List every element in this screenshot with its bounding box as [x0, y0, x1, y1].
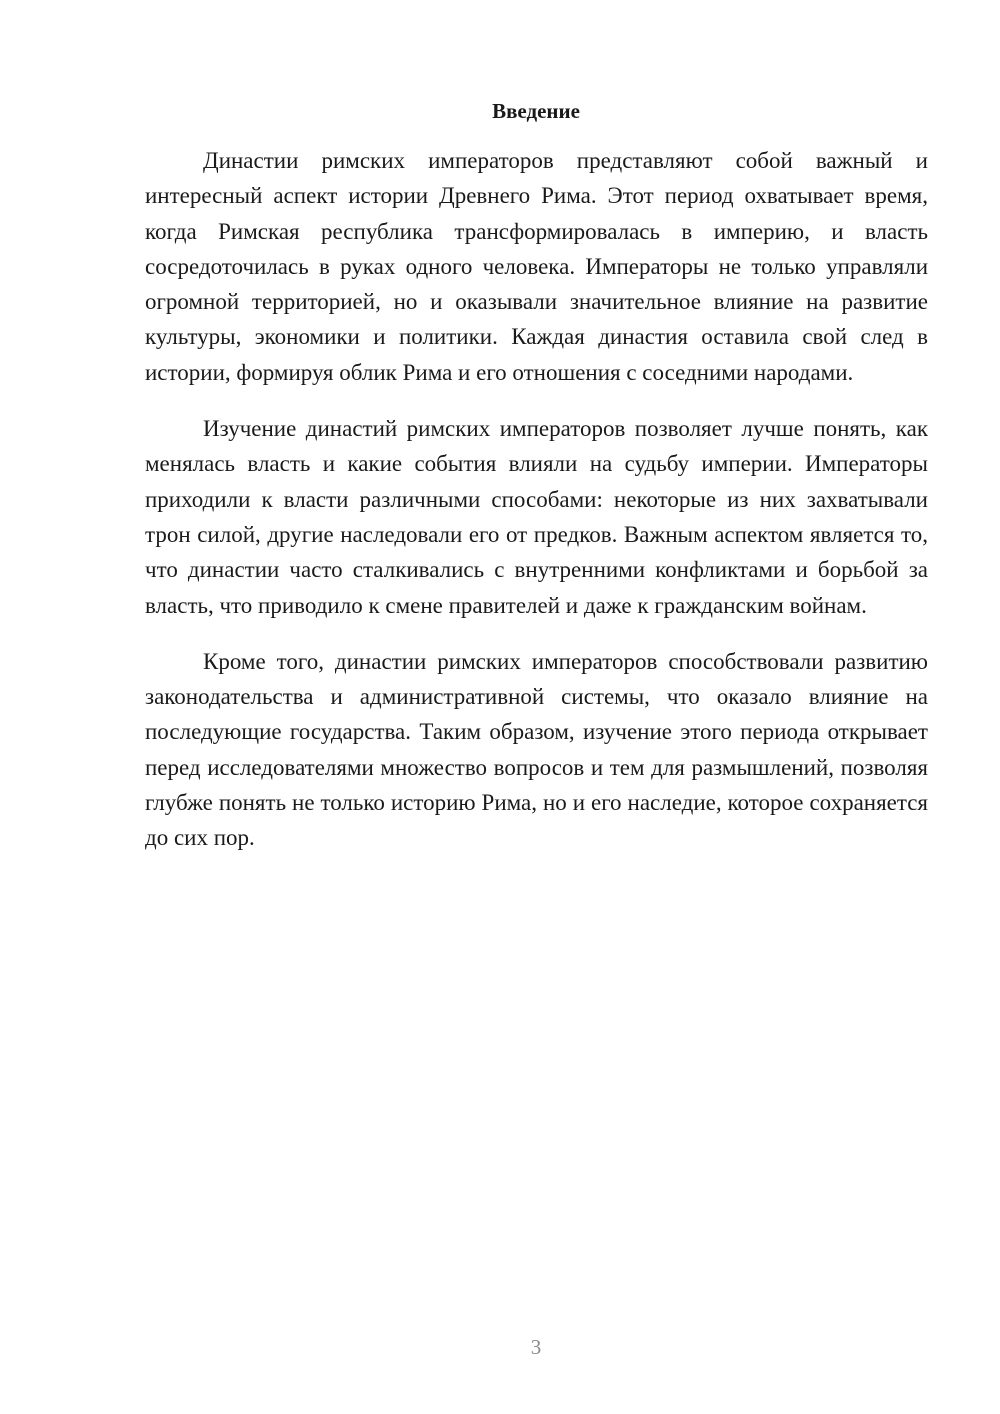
page-title: Введение	[492, 99, 580, 123]
page-number: 3	[530, 1335, 542, 1359]
body-text	[145, 143, 928, 877]
paragraph-3: Кроме того, династии римских императоров способствовали развитию законодательства и административной системы, что оказало влияние на последующие государства. Таким образом, изучение этого периода открывает перед исследователями множество вопросов и тем для размышлений, позволяя глубже понять не только историю Рима, но и его наследие, которое сохраняется до сих пор.	[145, 648, 928, 851]
paragraph-1: Династии римских императоров представляют собой важный и интересный аспект истории Древнего Рима. Этот период охватывает время, когда Римская республика трансформировалась в империю, и власть сосредоточилась в руках одного человека. Императоры не только управляли огромной территорией, но и оказывали значительное влияние на развитие культуры, экономики и политики. Каждая династия оставила свой след в истории, формируя облик Рима и его отношения с соседними народами.	[145, 148, 928, 385]
paragraph-2: Изучение династий римских императоров позволяет лучше понять, как менялась власть и какие события влияли на судьбу империи. Императоры приходили к власти различными способами: некоторые из них захватывали трон силой, другие наследовали его от предков. Важным аспектом является то, что династии часто сталкивались с внутренними конфликтами и борьбой за власть, что приводило к смене правителей и даже к гражданским войнам.	[145, 416, 928, 618]
